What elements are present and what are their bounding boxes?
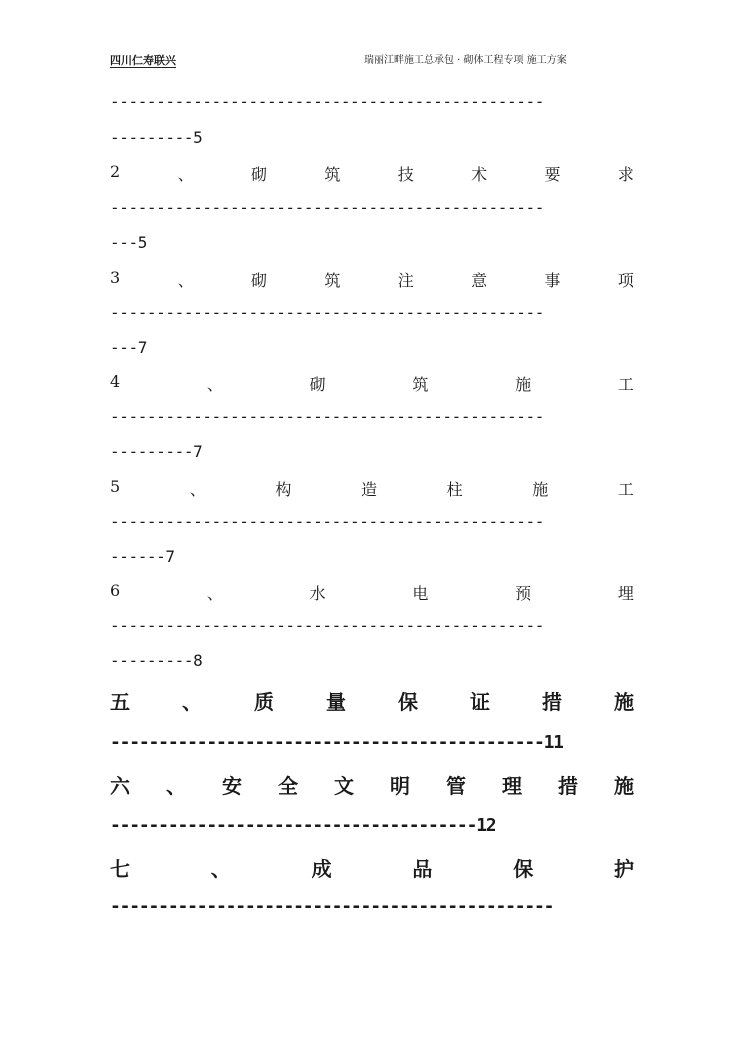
- toc-entry-char: 品: [412, 857, 433, 881]
- toc-entry-char: 保: [513, 857, 534, 881]
- toc-entry-char: 砌: [309, 375, 326, 394]
- toc-entry-char: 术: [471, 165, 488, 184]
- toc-entry-char: 六: [110, 774, 130, 798]
- toc-entry[interactable]: [110, 853, 634, 882]
- header-title: 瑞丽江畔施工总承包 · 砌体工程专项 施工方案: [364, 55, 567, 66]
- toc-entry-char: 筑: [324, 271, 341, 290]
- toc-entry-char: 、: [206, 584, 223, 603]
- toc-entry-char: 3: [110, 268, 121, 287]
- toc-entry-char: 构: [275, 480, 292, 499]
- toc-leader-line: ---5: [110, 233, 147, 252]
- toc-entry-char: 4: [110, 372, 121, 391]
- toc-entry-char: 七: [110, 857, 130, 881]
- toc-entry-char: 文: [334, 774, 354, 798]
- toc-leader-line: ------7: [110, 547, 175, 566]
- toc-entry-char: 预: [515, 584, 532, 603]
- toc-leader-line: ---------------------------------------------11: [110, 732, 563, 753]
- toc-leader-line: ---7: [110, 338, 147, 357]
- toc-entry-char: 项: [617, 271, 634, 290]
- toc-entry-char: 技: [397, 165, 414, 184]
- toc-leader-line: --------------------------------------12: [110, 815, 496, 836]
- toc-entry-char: 砌: [250, 165, 267, 184]
- toc-entry-char: 五: [110, 690, 130, 714]
- toc-entry-char: 安: [222, 774, 242, 798]
- toc-entry-char: 、: [189, 480, 206, 499]
- toc-leader-line: -----------------------------------------------: [110, 92, 544, 111]
- toc-entry-char: 质: [254, 690, 274, 714]
- toc-entry-char: 埋: [617, 584, 634, 603]
- toc-entry-char: 保: [398, 690, 418, 714]
- toc-entry[interactable]: [110, 162, 634, 185]
- toc-entry-char: 、: [177, 165, 194, 184]
- toc-entry-char: 管: [446, 774, 466, 798]
- toc-entry-char: 电: [412, 584, 429, 603]
- toc-entry-char: 柱: [446, 480, 463, 499]
- toc-entry-char: 要: [544, 165, 561, 184]
- toc-entry[interactable]: [110, 770, 634, 799]
- toc-entry-char: 、: [206, 375, 223, 394]
- toc-entry-char: 量: [326, 690, 346, 714]
- toc-entry-char: 意: [471, 271, 488, 290]
- toc-entry[interactable]: [110, 477, 634, 500]
- toc-entry-char: 求: [617, 165, 634, 184]
- toc-entry-char: 筑: [324, 165, 341, 184]
- toc-entry-char: 6: [110, 581, 121, 600]
- toc-entry-char: 成: [311, 857, 332, 881]
- toc-entry-char: 事: [544, 271, 561, 290]
- toc-entry-char: 5: [110, 477, 121, 496]
- toc-leader-line: ---------7: [110, 442, 203, 461]
- toc-entry-char: 施: [515, 375, 532, 394]
- toc-entry-char: 全: [278, 774, 298, 798]
- toc-leader-line: -----------------------------------------------: [110, 407, 544, 426]
- toc-entry-char: 证: [470, 690, 490, 714]
- toc-entry[interactable]: [110, 686, 634, 715]
- toc-entry-char: 明: [390, 774, 410, 798]
- toc-entry[interactable]: [110, 372, 634, 395]
- toc-entry-char: 施: [614, 690, 634, 714]
- toc-entry-char: 施: [532, 480, 549, 499]
- toc-leader-line: -----------------------------------------------: [110, 303, 544, 322]
- toc-entry-char: 工: [617, 480, 634, 499]
- toc-leader-line: ---------5: [110, 128, 203, 147]
- toc-entry-char: 理: [502, 774, 522, 798]
- toc-entry[interactable]: [110, 581, 634, 604]
- toc-entry-char: 、: [166, 774, 186, 798]
- toc-leader-line: -----------------------------------------------: [110, 512, 544, 531]
- toc-entry-char: 工: [617, 375, 634, 394]
- toc-entry-char: 施: [614, 774, 634, 798]
- toc-entry-char: 、: [177, 271, 194, 290]
- toc-entry-char: 、: [210, 857, 231, 881]
- toc-leader-line: -----------------------------------------------: [110, 198, 544, 217]
- toc-entry[interactable]: [110, 268, 634, 291]
- toc-leader-line: ----------------------------------------------: [110, 896, 554, 917]
- toc-entry-char: 造: [361, 480, 378, 499]
- toc-entry-char: 注: [397, 271, 414, 290]
- toc-entry-char: 2: [110, 162, 121, 181]
- toc-entry-char: 筑: [412, 375, 429, 394]
- toc-entry-char: 护: [613, 857, 634, 881]
- toc-leader-line: ---------8: [110, 651, 203, 670]
- toc-entry-char: 水: [309, 584, 326, 603]
- toc-entry-char: 措: [558, 774, 578, 798]
- header-company: 四川仁寿联兴: [110, 54, 176, 67]
- toc-leader-line: -----------------------------------------------: [110, 616, 544, 635]
- toc-entry-char: 砌: [250, 271, 267, 290]
- toc-entry-char: 措: [542, 690, 562, 714]
- toc-entry-char: 、: [182, 690, 202, 714]
